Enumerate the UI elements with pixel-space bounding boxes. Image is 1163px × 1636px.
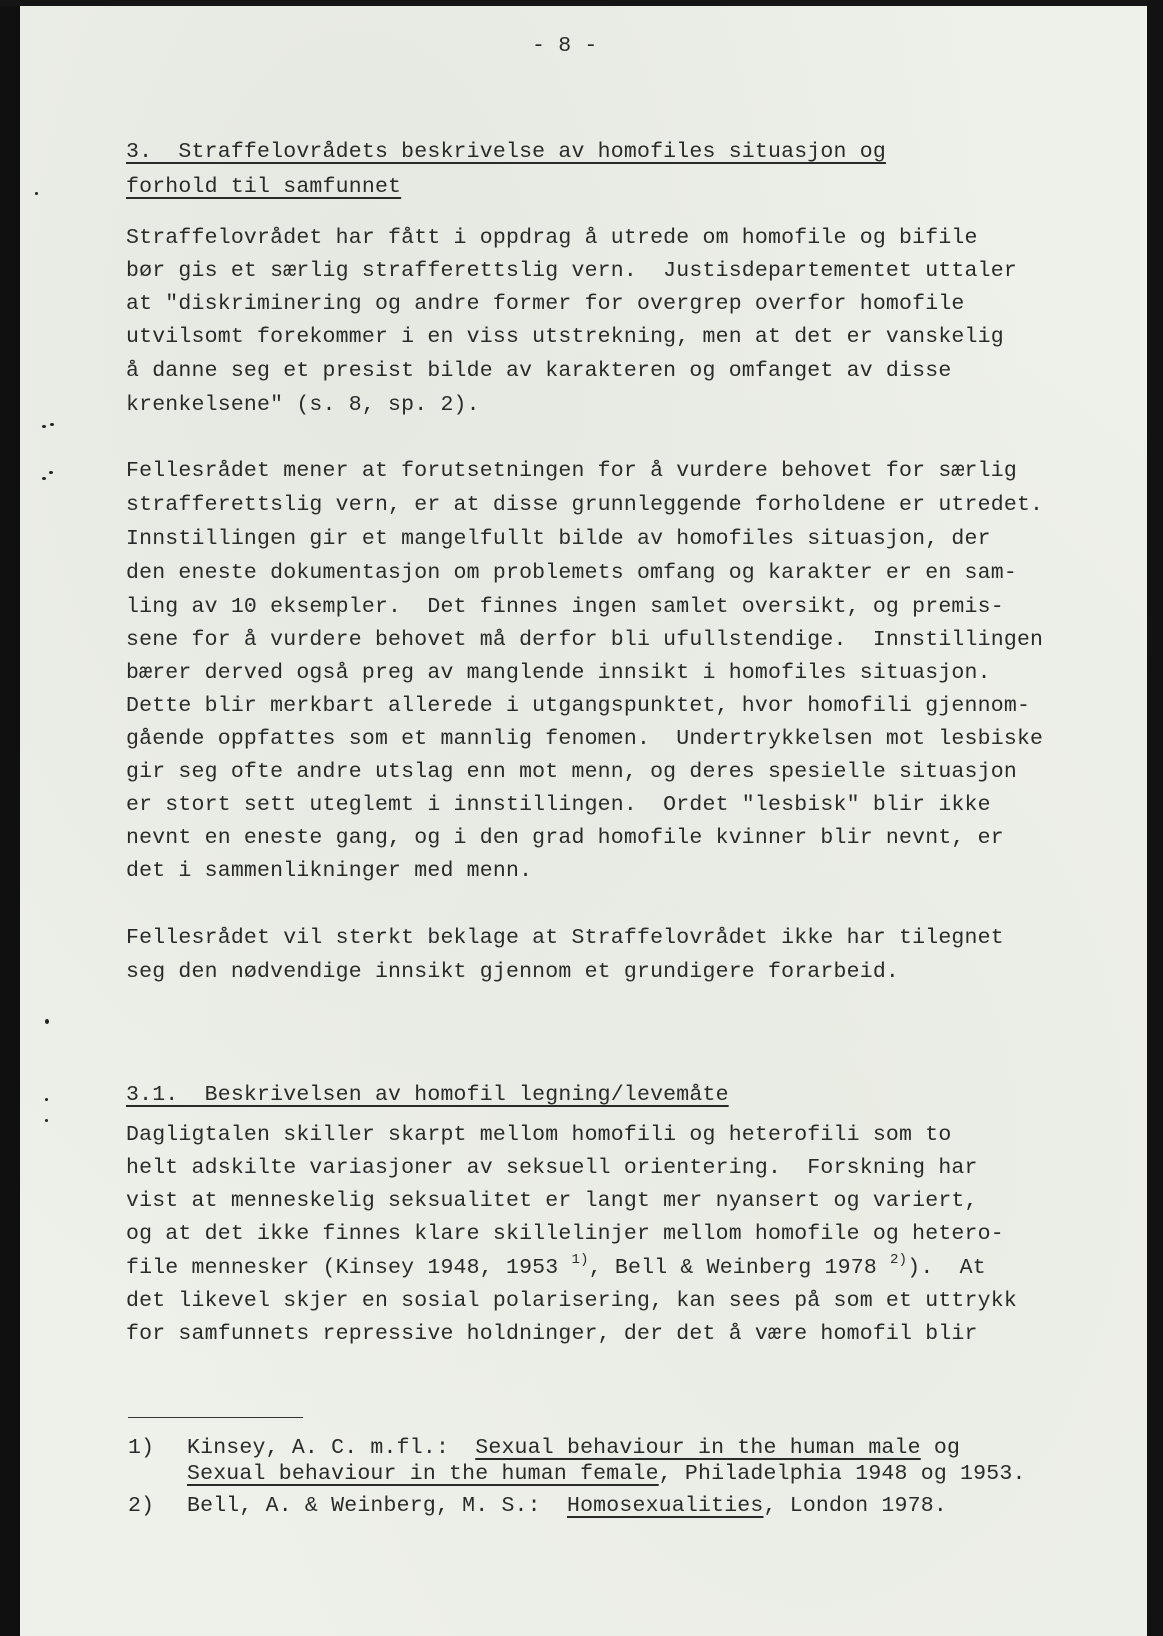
text-line: vist at menneskelig seksualitet er langt mer nyansert og variert,	[126, 1189, 978, 1213]
margin-speck	[49, 471, 53, 474]
margin-speck	[42, 425, 46, 428]
footnote-author: Kinsey, A. C. m.fl.:	[187, 1436, 476, 1460]
page-number: - 8 -	[532, 34, 598, 58]
subsection-heading	[126, 1083, 729, 1107]
text-line: nevnt en eneste gang, og i den grad homofile kvinner blir nevnt, er	[126, 826, 1004, 850]
footnote-marker-1: 1)	[128, 1436, 155, 1460]
footnote-author: Bell, A. & Weinberg, M. S.:	[187, 1494, 567, 1518]
text-line: bør gis et særlig strafferettslig vern. Justisdepartementet uttaler	[126, 259, 1017, 283]
text-line: for samfunnets repressive holdninger, der det å være homofil blir	[126, 1322, 978, 1346]
text-line: sene for å vurdere behovet må derfor bli ufullstendige. Innstillingen	[126, 628, 1044, 652]
text-line: gående oppfattes som et mannlig fenomen. Undertrykkelsen mot lesbiske	[126, 727, 1044, 751]
subsection-heading-text: 3.1. Beskrivelsen av homofil legning/levemåte	[126, 1083, 729, 1107]
section-heading-text-2: forhold til samfunnet	[126, 175, 402, 199]
text-line: seg den nødvendige innsikt gjennom et grundigere forarbeid.	[126, 960, 900, 984]
text-line: det i sammenlikninger med menn.	[126, 859, 533, 883]
text-line: den eneste dokumentasjon om problemets omfang og karakter er en sam-	[126, 561, 1017, 585]
text-line: Fellesrådet mener at forutsetningen for å vurdere behovet for særlig	[126, 459, 1017, 483]
footnote-title: Sexual behaviour in the human male	[475, 1436, 921, 1460]
text-line: ling av 10 eksempler. Det finnes ingen samlet oversikt, og premis-	[126, 595, 1004, 619]
text-line: Straffelovrådet har fått i oppdrag å utrede om homofile og bifile	[126, 226, 978, 250]
footnote-2-line-1	[187, 1494, 947, 1518]
text-line: Dagligtalen skiller skarpt mellom homofili og heterofili som to	[126, 1123, 952, 1147]
footnote-ref-1[interactable]: 1)	[571, 1252, 589, 1268]
section-heading-line-1	[126, 140, 886, 164]
footnote-marker-2: 2)	[128, 1494, 155, 1518]
footnote-title: Sexual behaviour in the human female	[187, 1462, 659, 1486]
text-line-with-citations	[126, 1252, 986, 1280]
text-line: krenkelsene" (s. 8, sp. 2).	[126, 393, 480, 417]
document-page	[20, 6, 1147, 1636]
section-heading-text-1: 3. Straffelovrådets beskrivelse av homofiles situasjon og	[126, 140, 886, 164]
text-line: helt adskilte variasjoner av seksuell orientering. Forskning har	[126, 1156, 978, 1180]
footnote-ref-2[interactable]: 2)	[890, 1252, 908, 1268]
footnote-separator	[128, 1417, 303, 1418]
text-segment: file mennesker (Kinsey 1948, 1953	[126, 1256, 572, 1280]
margin-speck	[42, 477, 46, 480]
scan-right-border	[1147, 0, 1163, 1636]
text-line: er stort sett uteglemt i innstillingen. Ordet "lesbisk" blir ikke	[126, 793, 991, 817]
text-line: Fellesrådet vil sterkt beklage at Straffelovrådet ikke har tilegnet	[126, 926, 1004, 950]
text-line: bærer derved også preg av manglende innsikt i homofiles situasjon.	[126, 661, 991, 685]
text-line: Innstillingen gir et mangelfullt bilde av homofiles situasjon, der	[126, 527, 991, 551]
text-segment: og	[920, 1436, 961, 1460]
text-line: gir seg ofte andre utslag enn mot menn, og deres spesielle situasjon	[126, 760, 1017, 784]
text-line: det likevel skjer en sosial polarisering, kan sees på som et uttrykk	[126, 1289, 1017, 1313]
footnote-publication: , Philadelphia 1948 og 1953.	[658, 1462, 1026, 1486]
margin-speck	[45, 1098, 48, 1101]
text-segment: ). At	[907, 1256, 986, 1280]
margin-speck	[35, 192, 38, 195]
text-line: utvilsomt forekommer i en viss utstrekning, men at det er vanskelig	[126, 325, 1004, 349]
section-heading-line-2	[126, 175, 401, 199]
text-segment: , Bell & Weinberg 1978	[588, 1256, 891, 1280]
footnote-1-line-1	[187, 1436, 960, 1460]
text-line: Dette blir merkbart allerede i utgangspunktet, hvor homofili gjennom-	[126, 694, 1031, 718]
footnote-1-line-2	[187, 1462, 1026, 1486]
text-line: at "diskriminering og andre former for overgrep overfor homofile	[126, 292, 965, 316]
margin-speck	[50, 423, 54, 426]
margin-speck	[45, 1019, 49, 1024]
text-line: strafferettslig vern, er at disse grunnleggende forholdene er utredet.	[126, 493, 1044, 517]
text-line: å danne seg et presist bilde av karakteren og omfanget av disse	[126, 359, 952, 383]
text-line: og at det ikke finnes klare skillelinjer mellom homofile og hetero-	[126, 1222, 1004, 1246]
footnote-publication: , London 1978.	[763, 1494, 947, 1518]
margin-speck	[45, 1119, 48, 1122]
footnote-title: Homosexualities	[566, 1494, 764, 1518]
